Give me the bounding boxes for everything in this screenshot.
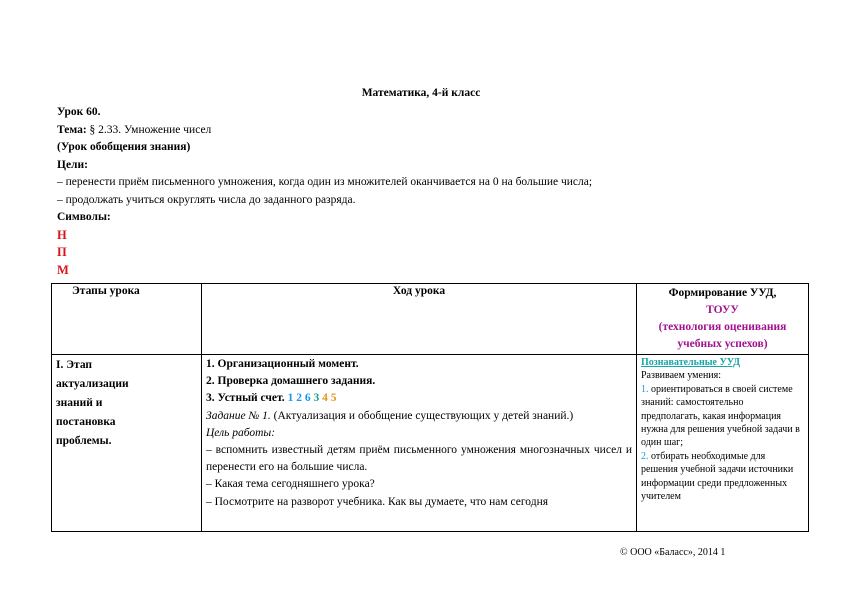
symbols-label: Символы:	[57, 211, 111, 223]
header-progress: Ход урока	[202, 284, 637, 355]
step-org: 1. Организационный момент.	[206, 358, 359, 370]
color-number: 4	[322, 392, 328, 405]
table-header-row	[52, 284, 809, 355]
uud-item	[641, 383, 804, 450]
goal-item: – перенести приём письменного умножения, когда один из множителей оканчивается на 0 на большие числа;	[57, 176, 593, 188]
lesson-type: (Урок обобщения знания)	[57, 141, 191, 153]
symbol-p: П	[57, 245, 67, 259]
page-footer: © ООО «Баласс», 2014 1	[620, 547, 726, 558]
header-uud-tech: (технология оценивания	[658, 321, 787, 333]
uud-intro: Развиваем умения:	[641, 370, 722, 382]
lesson-header	[57, 104, 592, 279]
header-uud-line: Формирование УУД,	[668, 287, 777, 299]
lesson-topic	[57, 122, 592, 140]
goal-item: – продолжать учиться округлять числа до заданного разряда.	[57, 193, 356, 206]
color-number: 3	[313, 392, 320, 405]
goal-label-text: Цель работы:	[206, 426, 276, 439]
stage-line: постановка	[56, 416, 116, 428]
uud-item-text: ориентироваться в своей системе знаний: самостоятельно предполагать, какая информация нужна для решения учебной задачи в один шаг;	[641, 383, 800, 449]
page-title: Математика, 4-й класс	[361, 87, 481, 99]
step-oral-label: 3. Устный счет.	[206, 392, 285, 405]
goal-text: – вспомнить известный детям приём письменного умножения многозначных чисел и перенести его на большие числа.	[206, 444, 632, 474]
progress-cell	[202, 355, 637, 532]
stage-cell	[52, 355, 202, 532]
symbol-n: Н	[57, 227, 67, 242]
step-oral-count	[206, 390, 632, 407]
uud-item-text: отбирать необходимые для решения учебной задачи источники информации среди предложенных учителем	[641, 450, 794, 503]
header-uud-tech2: учебных успехов)	[677, 338, 768, 350]
uud-item-number: 2.	[641, 450, 649, 462]
color-number: 6	[304, 392, 311, 405]
topic-value: § 2.33. Умножение чисел	[86, 123, 212, 136]
task-line	[206, 408, 632, 425]
header-stages: Этапы урока	[52, 284, 202, 355]
lesson-table	[51, 283, 809, 532]
uud-item	[641, 450, 804, 504]
goal-label	[206, 425, 632, 442]
uud-title: Познавательные УУД	[641, 357, 741, 368]
question-line: – Посмотрите на разворот учебника. Как вы думаете, что нам сегодня	[206, 495, 549, 508]
step-homework: 2. Проверка домашнего задания.	[206, 375, 376, 388]
topic-label: Тема:	[57, 123, 87, 136]
goals-label: Цели:	[57, 158, 88, 171]
color-number: 1	[287, 392, 294, 405]
stage-line: проблемы.	[56, 435, 112, 447]
header-uud	[637, 284, 809, 355]
stage-line: актуализации	[56, 378, 129, 390]
header-uud-touu: ТОУУ	[706, 304, 739, 316]
stage-line: I. Этап	[56, 359, 93, 371]
color-number: 2	[296, 392, 302, 405]
symbol-m: М	[57, 262, 69, 277]
color-number: 5	[330, 392, 337, 405]
uud-item-number: 1.	[641, 383, 649, 395]
uud-cell	[637, 355, 809, 532]
lesson-number: Урок 60.	[57, 106, 101, 118]
task-label: Задание № 1.	[206, 409, 271, 422]
question-line: – Какая тема сегодняшнего урока?	[206, 478, 375, 491]
stage-line: знаний и	[56, 397, 103, 409]
task-text: (Актуализация и обобщение существующих у детей знаний.)	[270, 409, 574, 422]
table-row	[52, 355, 809, 532]
